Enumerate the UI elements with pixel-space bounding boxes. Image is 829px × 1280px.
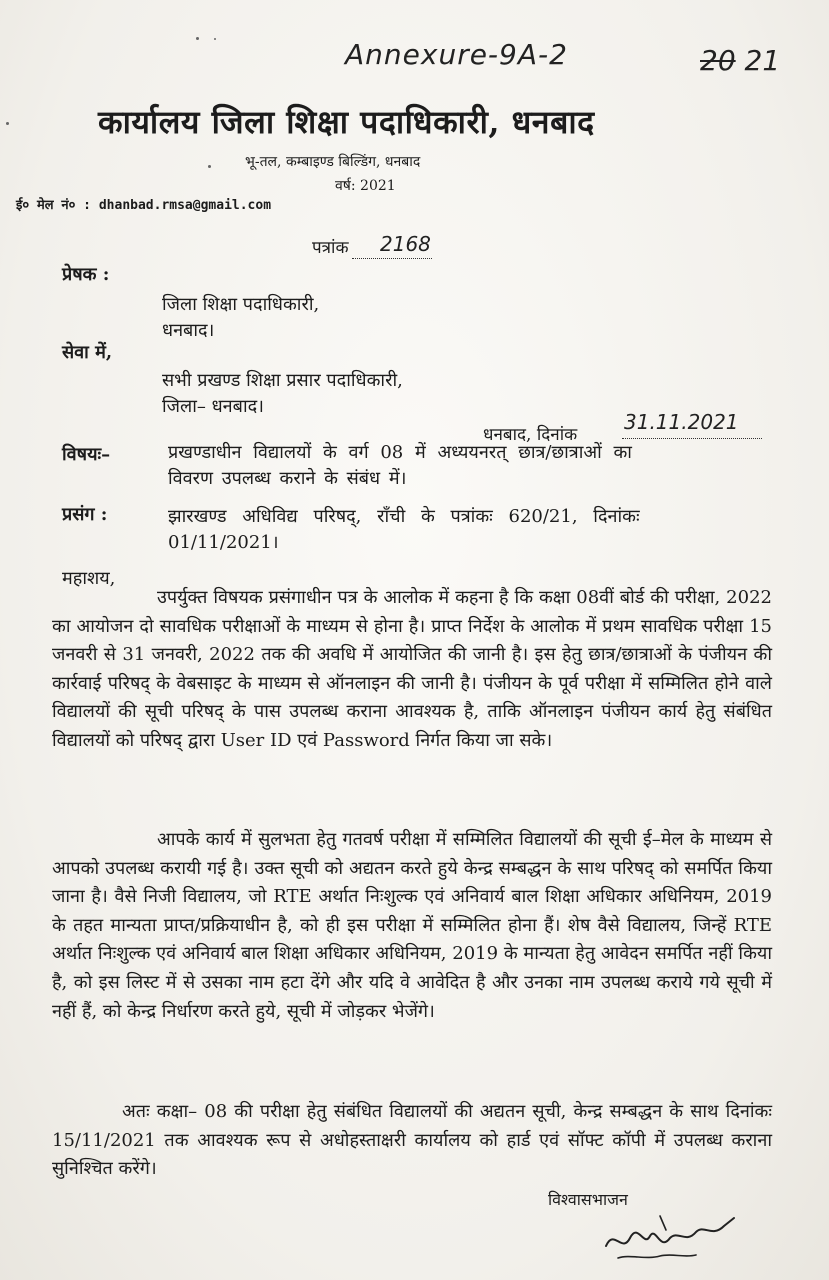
reference-label: प्रसंग : — [62, 504, 108, 525]
salutation: महाशय, — [62, 568, 116, 589]
date-underline — [622, 438, 762, 439]
handwritten-year-corrected: 21 — [744, 44, 781, 77]
ref-number-value: 2168 — [380, 232, 431, 256]
reference-line: झारखण्ड अधिविद्य परिषद्, राँची के पत्रांकः 620/21, दिनांकः — [168, 506, 640, 527]
signature-scribble — [600, 1208, 740, 1268]
subject-line: विवरण उपलब्ध कराने के संबंध में। — [168, 468, 407, 489]
scan-speck — [196, 37, 199, 40]
handwritten-year-struck: 20 — [700, 44, 736, 77]
office-email: ई० मेल नं० : dhanbad.rmsa@gmail.com — [16, 198, 272, 213]
handwritten-annexure: Annexure-9A-2 — [345, 38, 568, 71]
ref-number-label: पत्रांक — [312, 238, 349, 258]
sender-label: प्रेषक : — [62, 264, 110, 285]
handwritten-year — [700, 44, 780, 77]
body-paragraph: उपर्युक्त विषयक प्रसंगाधीन पत्र के आलोक में कहना है कि कक्षा 08वीं बोर्ड की परीक्षा, 2022 का आयोजन दो सावधिक परीक्षाओं के माध्यम से होना है। प्राप्त निर्देश के आलोक में प्रथम सावधिक परीक्षा 15 जनवरी से 31 जनवरी, 2022 तक की अवधि में आयोजित की जानी है। इस हेतु छात्र/छात्राओं के पंजीयन की कार्रवाई परिषद् के वेबसाइट के माध्यम से ऑनलाइन की जानी है। पंजीयन के पूर्व परीक्षा में सम्मिलित होने वाले विद्यालयों की सूची परिषद् के पास उपलब्ध कराना आवश्यक है, ताकि ऑनलाइन पंजीयन कार्य हेतु संबंधित विद्यालयों को परिषद् द्वारा User ID एवं Password निर्गत किया जा सके। — [52, 587, 772, 751]
recipient-line: जिला– धनबाद। — [162, 396, 264, 417]
office-title: कार्यालय जिला शिक्षा पदाधिकारी, धनबाद — [98, 103, 595, 141]
sender-line: धनबाद। — [162, 320, 215, 341]
scan-speck — [214, 38, 216, 40]
subject-line: प्रखण्डाधीन विद्यालयों के वर्ग 08 में अध्ययनरत् छात्र/छात्राओं का — [168, 442, 632, 463]
subject-label: विषयः– — [62, 444, 111, 465]
body-paragraph: आपके कार्य में सुलभता हेतु गतवर्ष परीक्षा में सम्मिलित विद्यालयों की सूची ई–मेल के माध्यम से आपको उपलब्ध करायी गई है। उक्त सूची को अद्यतन करते हुये केन्द्र सम्बद्धन के साथ परिषद् को समर्पित किया जाना है। वैसे निजी विद्यालय, जो RTE अर्थात निःशुल्क एवं अनिवार्य बाल शिक्षा अधिकार अधिनियम, 2019 के तहत मान्यता प्राप्त/प्रक्रियाधीन है, को ही इस परीक्षा में सम्मिलित होना हैं। शेष वैसे विद्यालय, जिन्हें RTE अर्थात निःशुल्क एवं अनिवार्य बाल शिक्षा अधिकार अधिनियम, 2019 के मान्यता हेतु आवेदन समर्पित नहीं किया है, को इस लिस्ट में से उसका नाम हटा देंगे और यदि वे आवेदित है और उनका नाम उपलब्ध कराये गये सूची में नहीं हैं, को केन्द्र निर्धारण करते हुये, सूची में जोड़कर भेजेंगे। — [52, 829, 772, 1022]
office-year: वर्ष: 2021 — [335, 178, 396, 194]
date-label: धनबाद, दिनांक — [483, 425, 578, 445]
reference-line: 01/11/2021। — [168, 532, 279, 553]
ref-number-underline — [352, 258, 432, 259]
closing-text: विश्वासभाजन — [548, 1190, 628, 1209]
sender-line: जिला शिक्षा पदाधिकारी, — [162, 294, 320, 315]
scan-speck — [6, 122, 9, 125]
office-address: भू-तल, कम्बाइण्ड बिल्डिंग, धनबाद — [245, 154, 421, 170]
recipient-label: सेवा में, — [62, 342, 113, 363]
body-paragraph: अतः कक्षा– 08 की परीक्षा हेतु संबंधित विद्यालयों की अद्यतन सूची, केन्द्र सम्बद्धन के साथ दिनांकः 15/11/2021 तक आवश्यक रूप से अधोहस्ताक्षरी कार्यालय को हार्ड एवं सॉफ्ट कॉपी में उपलब्ध कराना सुनिश्चित करेंगे। — [52, 1101, 772, 1180]
scan-speck — [208, 165, 211, 168]
date-value: 31.11.2021 — [624, 410, 739, 434]
recipient-line: सभी प्रखण्ड शिक्षा प्रसार पदाधिकारी, — [162, 370, 403, 391]
